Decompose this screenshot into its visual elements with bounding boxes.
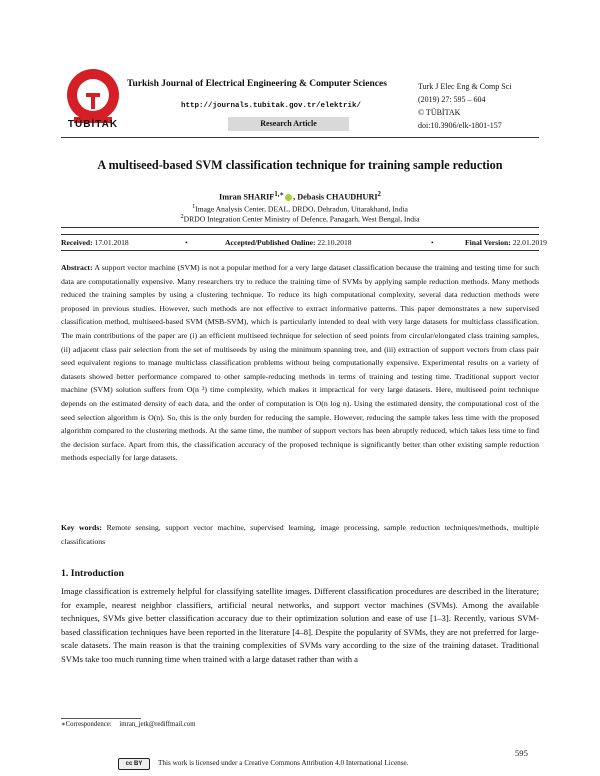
keywords-text: Remote sensing, support vector machine, supervised learning, image processing, sample reduction techniques/methods, multiple classifications — [61, 523, 539, 546]
header-rule — [61, 137, 539, 138]
rule-1 — [61, 227, 539, 228]
received-date: Received: 17.01.2018 — [61, 238, 129, 247]
volume-pages: (2019) 27: 595 – 604 — [418, 95, 486, 104]
introduction-text: Image classification is extremely helpful for classifying satellite images. Different classification procedures are described in the literature; for example, nearest neighbor classifiers, artificial neural networks, and support vector machines (SVMs). Among the available techniques, SVMs give better classification accuracy due to their optimization solution and ease of use [1–3]. Recently, various SVM-based classification techniques have been reported in the literature [4–8]. Despite the popularity of SVMs, they are not preferred for large-scale datasets. The main reason is that the training complexities of SVMs vary according to the size of the training dataset. Traditional SVMs take too much running time when trained with a large dataset rather than with a — [61, 586, 539, 664]
cc-license-badge[interactable]: cc BY — [118, 758, 150, 770]
keywords-label: Key words: — [61, 523, 102, 532]
journal-url[interactable]: http://journals.tubitak.gov.tr/elektrik/ — [181, 102, 362, 110]
author-1: Imran SHARIF — [219, 192, 275, 202]
citation: Turk J Elec Eng & Comp Sci — [418, 82, 512, 91]
affiliation-2-text: DRDO Integration Center Ministry of Defence, Panagarh, West Bengal, India — [183, 214, 420, 224]
authors-line — [0, 190, 600, 202]
orcid-icon[interactable] — [285, 194, 292, 201]
keywords — [61, 521, 539, 548]
author-1-sup: 1,∗ — [274, 191, 285, 198]
rule-3 — [61, 250, 539, 251]
author-2-sup: 2 — [377, 191, 381, 198]
final-date: Final Version: 22.01.2019 — [465, 238, 547, 247]
affiliation-1-sup: 1 — [192, 203, 196, 210]
accepted-date: Accepted/Published Online: 22.10.2018 — [225, 238, 352, 247]
affiliation-1 — [0, 203, 600, 214]
affiliation-2-sup: 2 — [180, 213, 184, 220]
abstract — [61, 261, 539, 465]
footnote-rule — [61, 718, 141, 719]
paper-title: A multiseed-based SVM classification technique for training sample reduction — [97, 158, 503, 172]
footnote-label: ∗Correspondence: — [61, 721, 112, 728]
footnote-email[interactable]: imran_jetk@rediffmail.com — [119, 721, 196, 728]
bullet-2: • — [431, 238, 434, 247]
article-type-badge: Research Article — [228, 117, 349, 131]
license-text: This work is licensed under a Creative Commons Attribution 4.0 International License. — [158, 759, 409, 767]
affiliation-1-text: Image Analysis Center, DEAL, DRDO, Dehradun, Uttarakhand, India — [195, 204, 408, 214]
citation-block — [418, 80, 511, 132]
section-heading-introduction: 1. Introduction — [61, 568, 124, 579]
bullet-1: • — [185, 238, 188, 247]
copyright: © TÜBİTAK — [418, 108, 461, 117]
rule-2 — [61, 234, 539, 235]
author-separator: , Debasis CHAUDHURI — [293, 192, 378, 202]
page-number: 595 — [515, 748, 528, 758]
abstract-label: Abstract: — [61, 263, 93, 272]
footnote — [61, 720, 196, 728]
logo-wordmark: TÜBİTAK — [67, 119, 119, 130]
abstract-text: A support vector machine (SVM) is not a popular method for a very large dataset classification because the training and testing time for such data are computationally expensive. Many researchers try to reduce the training time of SVMs by applying sample reduction methods. Many methods reduced the training samples by using a clustering technique. To reduce its high computational complexity, several data reduction methods were proposed in previous studies. However, such methods are not effective to extract informative patterns. This paper demonstrates a new supervised classification method, multiseed-based SVM (MSB-SVM), which is particularly intended to deal with very large datasets for multiclass classification. The main contributions of the paper are (i) an efficient multiseed technique for selection of seed points from circular/elongated class training samples, (ii) adjacent class pair selection from the set of multiseeds by using the minimum spanning tree, and (iii) extraction of support vectors from class pair seed equivalent regions to manage multiclass classification problems without being computationally expensive. Experimental results on a variety of datasets showed better performance compared to other sample-reducing methods in terms of training and testing time. Traditional support vector machine (SVM) solution suffers from O(n ³) time complexity, which makes it impractical for very large datasets. Here, multiseed point technique depends on the estimated density of each data, and the order of computation is O(n log n). Using the estimated density, the computational cost of the seed selection algorithm is O(n). So, this is the only burden for reducing the sample. However, reducing the sample takes less time with the proposed algorithm compared to the clustering methods. At the same time, the number of support vectors has been abruptly reduced, which takes less time to find the decision surface. Apart from this, the classification accuracy of the proposed technique is significantly better than other existing sample reduction methods especially for large datasets. — [61, 263, 539, 463]
doi[interactable]: doi:10.3906/elk-1801-157 — [418, 121, 502, 130]
affiliation-2 — [0, 213, 600, 224]
journal-name: Turkish Journal of Electrical Engineering & Computer Sciences — [127, 79, 387, 89]
